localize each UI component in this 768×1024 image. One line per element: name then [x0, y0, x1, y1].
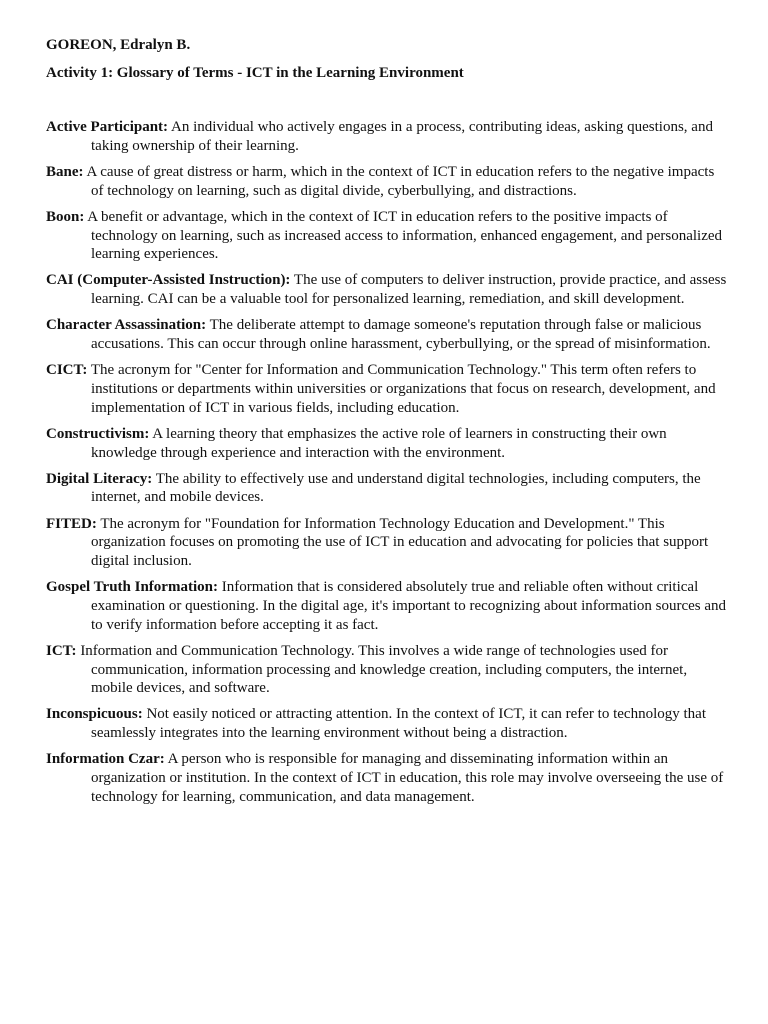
- glossary-term: FITED:: [46, 515, 97, 532]
- glossary-term: Constructivism:: [46, 425, 150, 442]
- glossary-definition: The deliberate attempt to damage someone's reputation through false or malicious accusations. This can occur through online harassment, cyberbullying, or the spread of misinformation.: [91, 317, 711, 353]
- glossary-term: Character Assassination:: [46, 317, 207, 334]
- glossary-term: Bane:: [46, 163, 84, 180]
- glossary-term: Digital Literacy:: [46, 470, 153, 487]
- glossary-entry-cict: [46, 361, 728, 417]
- glossary-definition: Information and Communication Technology. This involves a wide range of technologies used for communication, information processing and knowledge creation, including computers, the internet, mobile devices, and software.: [80, 642, 688, 697]
- glossary-definition: The ability to effectively use and understand digital technologies, including computers, the internet, and mobile devices.: [91, 470, 701, 506]
- glossary-term: Active Participant:: [46, 119, 169, 135]
- glossary-entry-ict: [46, 642, 728, 698]
- glossary-definition: A learning theory that emphasizes the active role of learners in constructing their own knowledge through experience and interaction with the environment.: [91, 425, 667, 461]
- glossary-definition: Not easily noticed or attracting attention. In the context of ICT, it can refer to technology that seamlessly integrates into the learning environment without being a distraction.: [91, 706, 706, 742]
- glossary-entry-digital-literacy: [46, 470, 728, 507]
- glossary-entry-cai: [46, 271, 728, 308]
- glossary-entry-character-assassination: [46, 316, 728, 353]
- glossary-term: ICT:: [46, 642, 77, 659]
- glossary-definition: Information that is considered absolutely true and reliable often without critical examination or questioning. In the digital age, it's important to recognizing about information sources and to verify information before accepting it as fact.: [91, 579, 727, 633]
- author-name: GOREON, Edralyn B.: [46, 37, 191, 53]
- glossary-entry-information-czar: [46, 750, 728, 806]
- glossary-term: Boon:: [46, 208, 85, 225]
- glossary-term: Gospel Truth Information:: [46, 579, 218, 596]
- glossary-entry-inconspicuous: [46, 705, 728, 742]
- glossary-definition: An individual who actively engages in a process, contributing ideas, asking questions, and taking ownership of their learning.: [91, 119, 713, 154]
- glossary-definition: A cause of great distress or harm, which in the context of ICT in education refers to the negative impacts of technology on learning, such as digital divide, cyberbullying, and distractions.: [86, 163, 715, 199]
- glossary-definition: A benefit or advantage, which in the context of ICT in education refers to the positive impacts of technology on learning, such as increased access to information, enhanced engagement, and personalized learning experiences.: [87, 208, 723, 263]
- glossary-entry-boon: [46, 208, 728, 264]
- glossary-definition: A person who is responsible for managing and disseminating information within an organization or institution. In the context of ICT in education, this role may involve overseeing the use of technology for learning, communication, and data management.: [91, 751, 724, 805]
- glossary-term: CAI (Computer-Assisted Instruction):: [46, 272, 291, 289]
- glossary-definition: The acronym for "Center for Information and Communication Technology." This term often refers to institutions or departments within universities or organizations that focus on research, development, and implementation of ICT in various fields, including education.: [90, 362, 716, 416]
- activity-title: Activity 1: Glossary of Terms - ICT in the Learning Environment: [46, 65, 464, 81]
- glossary-entry-bane: [46, 163, 728, 200]
- glossary-term: Information Czar:: [46, 751, 165, 768]
- glossary-entry-fited: [46, 515, 728, 571]
- glossary-entry-active-participant: [46, 118, 728, 155]
- glossary-definition: The acronym for "Foundation for Information Technology Education and Development." This organization focuses on promoting the use of ICT in education and advocating for policies that support digital inclusion.: [91, 515, 709, 570]
- glossary-entry-constructivism: [46, 425, 728, 462]
- glossary-list: [46, 118, 728, 807]
- glossary-entry-gospel-truth-information: [46, 578, 728, 634]
- glossary-term: CICT:: [46, 362, 88, 379]
- glossary-definition: The use of computers to deliver instruction, provide practice, and assess learning. CAI can be a valuable tool for personalized learning, remediation, and skill development.: [91, 272, 727, 308]
- glossary-term: Inconspicuous:: [46, 706, 143, 723]
